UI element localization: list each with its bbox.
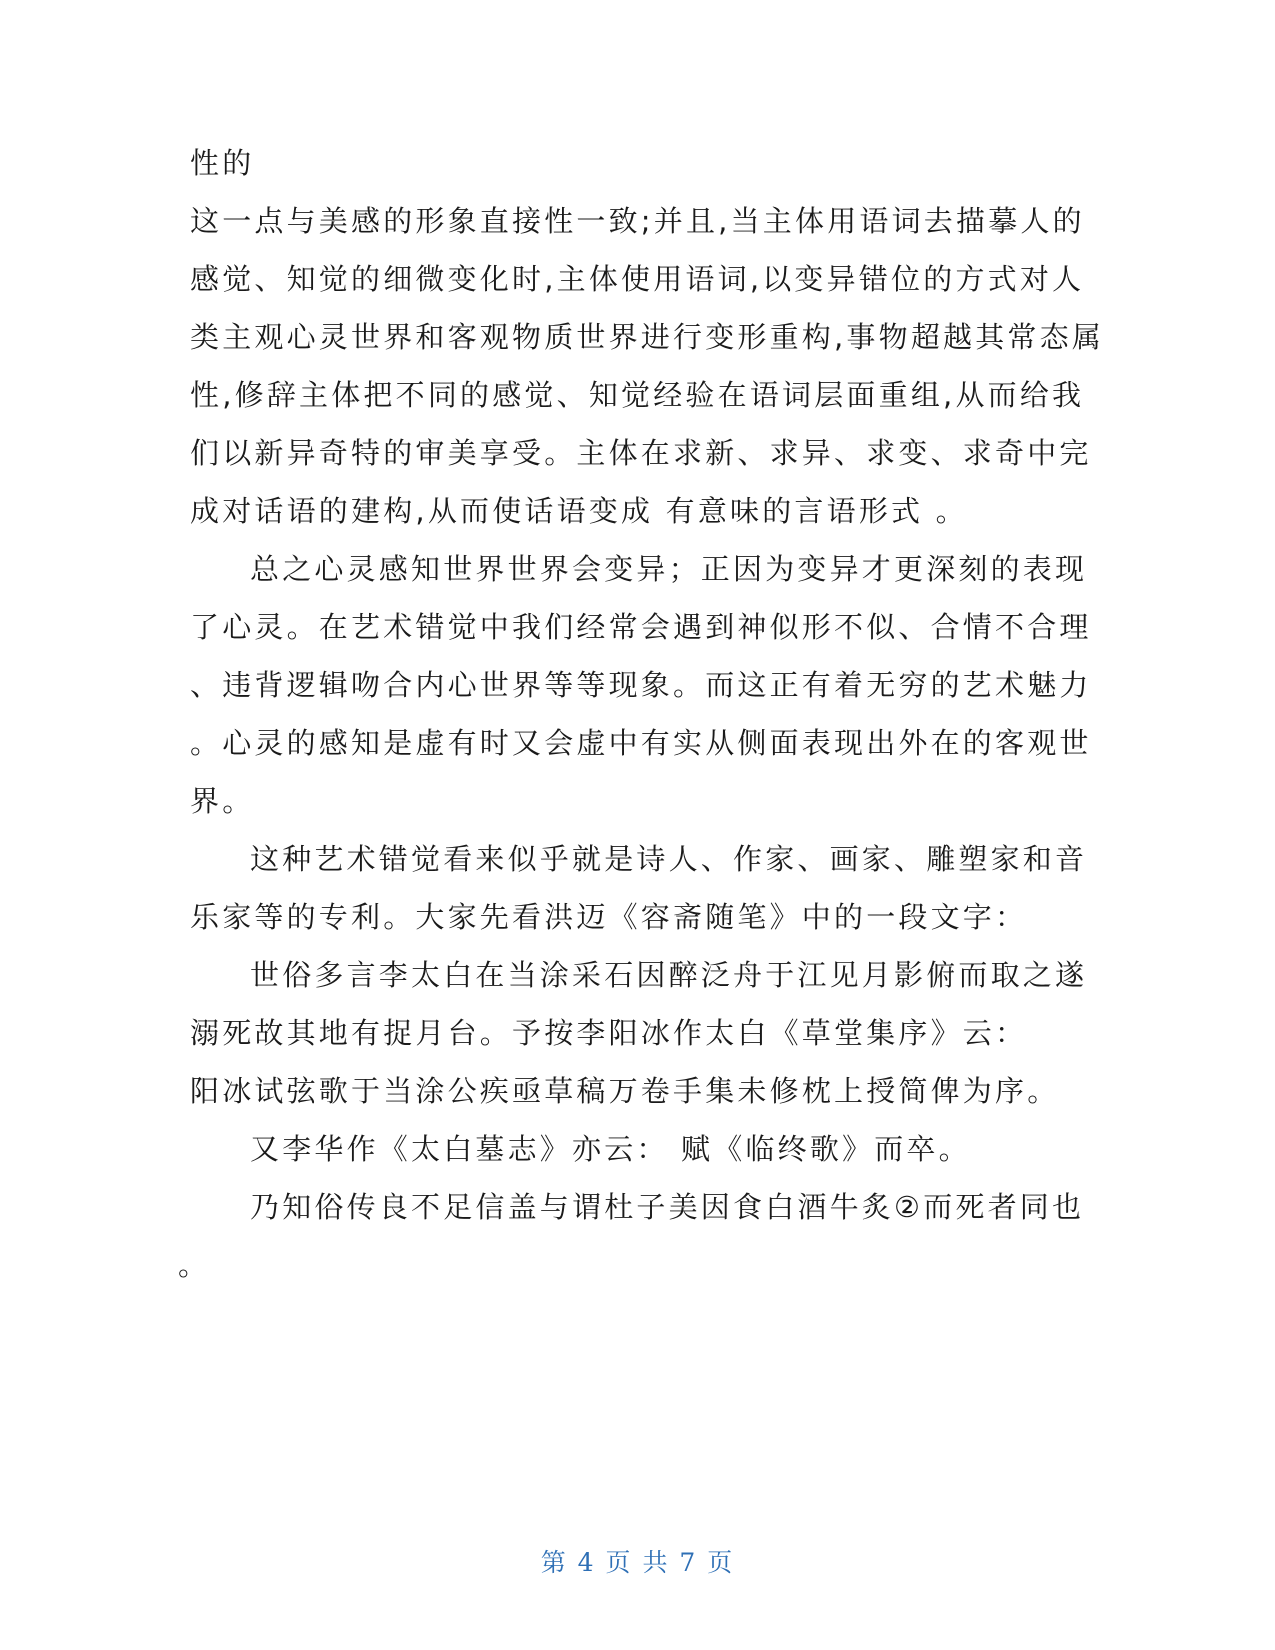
text-line-9: 了心灵。在艺术错觉中我们经常会遇到神似形不似、合情不合理 [190,610,1092,644]
text-line-2: 这一点与美感的形象直接性一致;并且,当主体用语词去描摹人的 [190,204,1085,238]
text-line-7: 成对话语的建构,从而使话语变成 有意味的言语形式 。 [190,494,968,528]
quote-line-20: 。 [178,1248,211,1282]
text-line-12: 界。 [190,784,255,818]
text-line-11: 。心灵的感知是虚有时又会虚中有实从侧面表现出外在的客观世 [190,726,1092,760]
paragraph-start-line-8: 总之心灵感知世界世界会变异；正因为变异才更深刻的表现 [250,552,1088,586]
quote-line-19: 乃知俗传良不足信盖与谓杜子美因食白酒牛炙②而死者同也 [250,1190,1085,1224]
text-line-1: 性的 [190,146,255,180]
text-line-14: 乐家等的专利。大家先看洪迈《容斋随笔》中的一段文字： [190,900,1028,934]
paragraph-start-line-13: 这种艺术错觉看来似乎就是诗人、作家、画家、雕塑家和音 [250,842,1088,876]
text-line-4: 类主观心灵世界和客观物质世界进行变形重构,事物超越其常态属 [190,320,1105,354]
text-line-5: 性,修辞主体把不同的感觉、知觉经验在语词层面重组,从而给我 [190,378,1085,412]
text-line-3: 感觉、知觉的细微变化时,主体使用语词,以变异错位的方式对人 [190,262,1085,296]
quote-line-16: 溺死故其地有捉月台。予按李阳冰作太白《草堂集序》云： [190,1016,1028,1050]
text-line-10: 、违背逻辑吻合内心世界等等现象。而这正有着无穷的艺术魅力 [190,668,1092,702]
page-number-footer: 第 4 页 共 7 页 [540,1548,735,1577]
quote-line-15: 世俗多言李太白在当涂采石因醉泛舟于江见月影俯而取之遂 [250,958,1088,992]
quote-line-18: 又李华作《太白墓志》亦云： 赋《临终歌》而卒。 [250,1132,971,1166]
text-line-6: 们以新异奇特的审美享受。主体在求新、求异、求变、求奇中完 [190,436,1092,470]
quote-line-17: 阳冰试弦歌于当涂公疾亟草稿万卷手集未修枕上授简俾为序。 [190,1074,1060,1108]
